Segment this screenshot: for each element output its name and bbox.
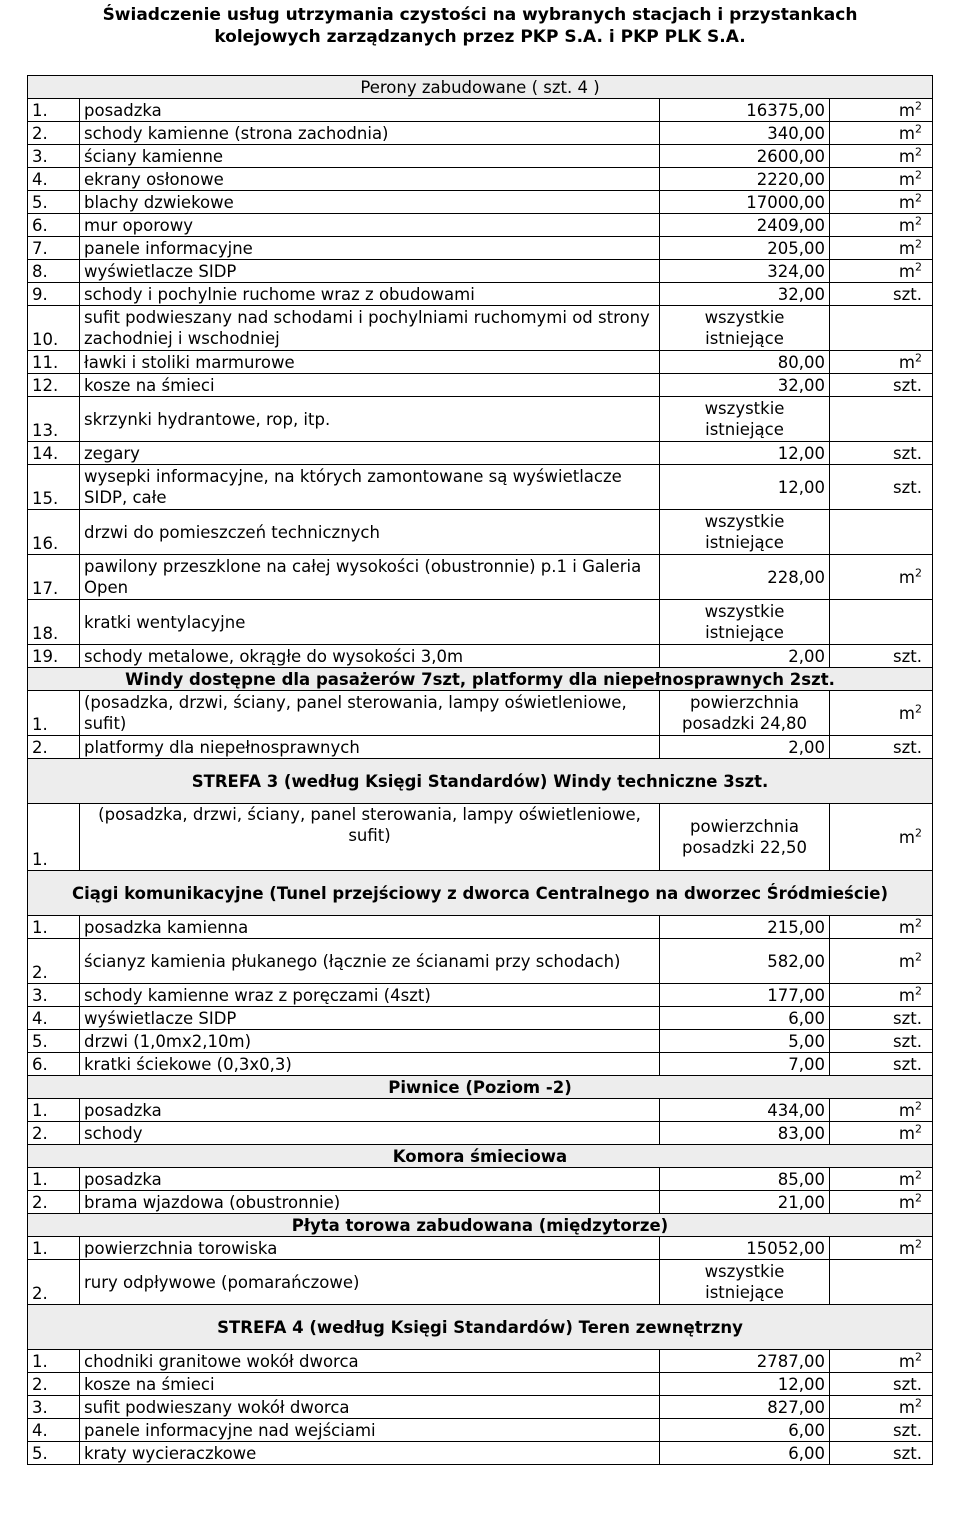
unit-square-superscript: 2 [915, 260, 922, 273]
unit-square-superscript: 2 [915, 950, 922, 963]
unit-square-superscript: 2 [915, 1237, 922, 1250]
row-number: 1. [28, 1350, 80, 1373]
row-description: (posadzka, drzwi, ściany, panel sterowania, lampy oświetleniowe, sufit) [80, 691, 660, 736]
table-row [28, 645, 933, 668]
unit-m: m [898, 703, 915, 723]
table-row [28, 351, 933, 374]
row-quantity: 205,00 [660, 237, 830, 260]
table-row [28, 99, 933, 122]
unit-m: m [898, 1351, 915, 1371]
row-unit [830, 600, 933, 645]
row-number: 15. [28, 465, 80, 510]
table-row [28, 1237, 933, 1260]
table-row [28, 916, 933, 939]
row-unit [830, 122, 933, 145]
row-unit: szt. [830, 374, 933, 397]
section-heading: STREFA 3 (według Księgi Standardów) Windy techniczne 3szt. [28, 759, 933, 804]
unit-square-superscript: 2 [915, 191, 922, 204]
table-row [28, 168, 933, 191]
row-description: wysepki informacyjne, na których zamontowane są wyświetlacze SIDP, całe [80, 465, 660, 510]
table-row [28, 1191, 933, 1214]
unit-square-superscript: 2 [915, 168, 922, 181]
row-quantity: 2600,00 [660, 145, 830, 168]
row-number: 17. [28, 555, 80, 600]
table-row [28, 1099, 933, 1122]
table-row [28, 191, 933, 214]
unit-square-superscript: 2 [915, 1122, 922, 1135]
table-row [28, 1373, 933, 1396]
unit-m: m [898, 192, 915, 212]
unit-square-superscript: 2 [915, 1191, 922, 1204]
row-description: schody [80, 1122, 660, 1145]
row-unit [830, 99, 933, 122]
row-quantity: 80,00 [660, 351, 830, 374]
row-quantity: 2,00 [660, 645, 830, 668]
row-quantity: 177,00 [660, 984, 830, 1007]
row-quantity: 83,00 [660, 1122, 830, 1145]
row-quantity: 15052,00 [660, 1237, 830, 1260]
inventory-table-body [28, 76, 933, 1465]
row-number: 2. [28, 736, 80, 759]
table-row [28, 510, 933, 555]
row-number: 4. [28, 168, 80, 191]
row-number: 2. [28, 1191, 80, 1214]
row-unit: szt. [830, 465, 933, 510]
row-quantity: wszystkie istniejące [660, 397, 830, 442]
row-number: 3. [28, 145, 80, 168]
table-row [28, 984, 933, 1007]
row-number: 12. [28, 374, 80, 397]
row-unit: szt. [830, 1007, 933, 1030]
table-row [28, 442, 933, 465]
unit-m: m [898, 352, 915, 372]
row-description: kraty wycieraczkowe [80, 1442, 660, 1465]
row-description: sufit podwieszany nad schodami i pochylniami ruchomymi od strony zachodniej i wschodniej [80, 306, 660, 351]
unit-square-superscript: 2 [915, 984, 922, 997]
unit-m: m [898, 261, 915, 281]
row-quantity: 434,00 [660, 1099, 830, 1122]
row-unit [830, 555, 933, 600]
unit-m: m [898, 215, 915, 235]
table-row [28, 1168, 933, 1191]
row-unit [830, 510, 933, 555]
row-unit [830, 397, 933, 442]
row-number: 9. [28, 283, 80, 306]
row-number: 18. [28, 600, 80, 645]
unit-square-superscript: 2 [915, 1099, 922, 1112]
row-description: panele informacyjne [80, 237, 660, 260]
row-description: schody kamienne (strona zachodnia) [80, 122, 660, 145]
section-row [28, 668, 933, 691]
unit-square-superscript: 2 [915, 237, 922, 250]
row-number: 1. [28, 1237, 80, 1260]
row-unit: szt. [830, 1030, 933, 1053]
unit-square-superscript: 2 [915, 826, 922, 839]
row-description: posadzka [80, 1099, 660, 1122]
row-quantity: 2409,00 [660, 214, 830, 237]
table-row [28, 1442, 933, 1465]
unit-m: m [898, 238, 915, 258]
row-description: (posadzka, drzwi, ściany, panel sterowania, lampy oświetleniowe, sufit) [80, 804, 660, 871]
row-unit [830, 1191, 933, 1214]
row-description: rury odpływowe (pomarańczowe) [80, 1260, 660, 1305]
row-quantity: 12,00 [660, 465, 830, 510]
row-quantity: powierzchnia posadzki 22,50 [660, 804, 830, 871]
table-row [28, 214, 933, 237]
row-unit [830, 145, 933, 168]
table-row [28, 260, 933, 283]
table-row [28, 465, 933, 510]
row-description: drzwi do pomieszczeń technicznych [80, 510, 660, 555]
row-quantity: wszystkie istniejące [660, 600, 830, 645]
row-quantity: 32,00 [660, 283, 830, 306]
unit-square-superscript: 2 [915, 1168, 922, 1181]
row-description: kratki ściekowe (0,3x0,3) [80, 1053, 660, 1076]
row-description: chodniki granitowe wokół dworca [80, 1350, 660, 1373]
row-unit [830, 1237, 933, 1260]
row-unit: szt. [830, 442, 933, 465]
table-row [28, 804, 933, 871]
row-number: 1. [28, 916, 80, 939]
unit-m: m [898, 1169, 915, 1189]
table-row [28, 145, 933, 168]
row-description: skrzynki hydrantowe, rop, itp. [80, 397, 660, 442]
table-row [28, 1260, 933, 1305]
row-description: panele informacyjne nad wejściami [80, 1419, 660, 1442]
unit-m: m [898, 917, 915, 937]
table-row [28, 1122, 933, 1145]
row-unit: szt. [830, 1373, 933, 1396]
unit-m: m [898, 985, 915, 1005]
row-quantity: wszystkie istniejące [660, 510, 830, 555]
row-number: 1. [28, 691, 80, 736]
row-quantity: 6,00 [660, 1442, 830, 1465]
section-heading: Ciągi komunikacyjne (Tunel przejściowy z dworca Centralnego na dworzec Śródmieście) [28, 871, 933, 916]
section-heading: Płyta torowa zabudowana (międzytorze) [28, 1214, 933, 1237]
row-number: 5. [28, 1442, 80, 1465]
row-quantity: 5,00 [660, 1030, 830, 1053]
table-row [28, 122, 933, 145]
table-row [28, 1419, 933, 1442]
table-row [28, 1396, 933, 1419]
section-row [28, 1305, 933, 1350]
row-unit [830, 237, 933, 260]
row-quantity: 2,00 [660, 736, 830, 759]
row-number: 16. [28, 510, 80, 555]
row-quantity: 12,00 [660, 1373, 830, 1396]
unit-square-superscript: 2 [915, 1350, 922, 1363]
row-number: 4. [28, 1007, 80, 1030]
inventory-table [27, 75, 933, 1465]
section-heading: Windy dostępne dla pasażerów 7szt, platformy dla niepełnosprawnych 2szt. [28, 668, 933, 691]
table-row [28, 1030, 933, 1053]
row-unit [830, 804, 933, 871]
row-description: wyświetlacze SIDP [80, 1007, 660, 1030]
row-unit [830, 691, 933, 736]
unit-m: m [898, 951, 915, 971]
section-heading: Perony zabudowane ( szt. 4 ) [28, 76, 933, 99]
row-description: posadzka [80, 99, 660, 122]
table-row [28, 600, 933, 645]
table-row [28, 1350, 933, 1373]
unit-m: m [898, 100, 915, 120]
row-unit [830, 168, 933, 191]
row-quantity: 324,00 [660, 260, 830, 283]
row-number: 6. [28, 1053, 80, 1076]
row-number: 7. [28, 237, 80, 260]
row-unit [830, 306, 933, 351]
title-line-2: kolejowych zarządzanych przez PKP S.A. i PKP PLK S.A. [214, 27, 746, 47]
row-description: kratki wentylacyjne [80, 600, 660, 645]
row-number: 1. [28, 99, 80, 122]
row-quantity: powierzchnia posadzki 24,80 [660, 691, 830, 736]
section-row [28, 1076, 933, 1099]
row-quantity: 6,00 [660, 1007, 830, 1030]
row-unit [830, 1099, 933, 1122]
row-unit: szt. [830, 1442, 933, 1465]
table-row [28, 306, 933, 351]
row-unit [830, 214, 933, 237]
row-number: 4. [28, 1419, 80, 1442]
row-description: kosze na śmieci [80, 374, 660, 397]
table-row [28, 939, 933, 984]
row-description: mur oporowy [80, 214, 660, 237]
row-quantity: wszystkie istniejące [660, 1260, 830, 1305]
table-row [28, 1007, 933, 1030]
table-row [28, 555, 933, 600]
section-heading: Komora śmieciowa [28, 1145, 933, 1168]
unit-m: m [898, 123, 915, 143]
row-number: 2. [28, 1373, 80, 1396]
row-description: platformy dla niepełnosprawnych [80, 736, 660, 759]
unit-m: m [898, 1100, 915, 1120]
row-quantity: 32,00 [660, 374, 830, 397]
row-number: 14. [28, 442, 80, 465]
table-row [28, 237, 933, 260]
row-number: 2. [28, 939, 80, 984]
row-unit [830, 939, 933, 984]
row-unit: szt. [830, 283, 933, 306]
row-description: schody metalowe, okrągłe do wysokości 3,0m [80, 645, 660, 668]
row-number: 5. [28, 1030, 80, 1053]
table-row [28, 374, 933, 397]
row-number: 3. [28, 1396, 80, 1419]
row-quantity: 12,00 [660, 442, 830, 465]
section-row [28, 1145, 933, 1168]
row-unit [830, 1396, 933, 1419]
row-number: 2. [28, 122, 80, 145]
row-quantity: 21,00 [660, 1191, 830, 1214]
row-number: 10. [28, 306, 80, 351]
section-row [28, 871, 933, 916]
unit-square-superscript: 2 [915, 122, 922, 135]
table-row [28, 397, 933, 442]
title-line-1: Świadczenie usług utrzymania czystości na wybranych stacjach i przystankach [102, 5, 858, 25]
row-description: brama wjazdowa (obustronnie) [80, 1191, 660, 1214]
unit-square-superscript: 2 [915, 916, 922, 929]
row-description: ścianyz kamienia płukanego (łącznie ze ścianami przy schodach) [80, 939, 660, 984]
unit-m: m [898, 567, 915, 587]
row-quantity: 2787,00 [660, 1350, 830, 1373]
row-description: ławki i stoliki marmurowe [80, 351, 660, 374]
unit-m: m [898, 1123, 915, 1143]
unit-m: m [898, 1397, 915, 1417]
row-unit [830, 260, 933, 283]
unit-square-superscript: 2 [915, 351, 922, 364]
row-description: ekrany osłonowe [80, 168, 660, 191]
row-number: 19. [28, 645, 80, 668]
row-unit: szt. [830, 645, 933, 668]
row-quantity: 85,00 [660, 1168, 830, 1191]
row-number: 13. [28, 397, 80, 442]
row-number: 1. [28, 804, 80, 871]
row-number: 2. [28, 1122, 80, 1145]
unit-m: m [898, 1192, 915, 1212]
row-number: 2. [28, 1260, 80, 1305]
unit-square-superscript: 2 [915, 1396, 922, 1409]
row-number: 11. [28, 351, 80, 374]
row-unit [830, 916, 933, 939]
row-number: 1. [28, 1099, 80, 1122]
unit-m: m [898, 146, 915, 166]
section-row [28, 1214, 933, 1237]
section-heading: STREFA 4 (według Księgi Standardów) Teren zewnętrzny [28, 1305, 933, 1350]
row-quantity: 228,00 [660, 555, 830, 600]
row-number: 3. [28, 984, 80, 1007]
row-description: pawilony przeszklone na całej wysokości (obustronnie) p.1 i Galeria Open [80, 555, 660, 600]
unit-m: m [898, 169, 915, 189]
row-unit [830, 1168, 933, 1191]
row-quantity: 6,00 [660, 1419, 830, 1442]
row-quantity: 215,00 [660, 916, 830, 939]
row-unit [830, 191, 933, 214]
row-quantity: 340,00 [660, 122, 830, 145]
row-description: wyświetlacze SIDP [80, 260, 660, 283]
table-row [28, 283, 933, 306]
row-quantity: 17000,00 [660, 191, 830, 214]
section-row [28, 76, 933, 99]
row-number: 5. [28, 191, 80, 214]
table-row [28, 1053, 933, 1076]
table-row [28, 736, 933, 759]
row-quantity: wszystkie istniejące [660, 306, 830, 351]
unit-square-superscript: 2 [915, 145, 922, 158]
unit-m: m [898, 827, 915, 847]
row-unit [830, 351, 933, 374]
table-row [28, 691, 933, 736]
row-number: 1. [28, 1168, 80, 1191]
document-title [0, 4, 960, 48]
section-heading: Piwnice (Poziom -2) [28, 1076, 933, 1099]
row-description: posadzka [80, 1168, 660, 1191]
section-row [28, 759, 933, 804]
unit-square-superscript: 2 [915, 214, 922, 227]
row-unit: szt. [830, 1419, 933, 1442]
row-unit [830, 1260, 933, 1305]
row-description: schody i pochylnie ruchome wraz z obudowami [80, 283, 660, 306]
unit-square-superscript: 2 [915, 99, 922, 112]
row-description: ściany kamienne [80, 145, 660, 168]
row-unit [830, 1122, 933, 1145]
row-quantity: 827,00 [660, 1396, 830, 1419]
unit-square-superscript: 2 [915, 702, 922, 715]
unit-m: m [898, 1238, 915, 1258]
row-unit: szt. [830, 1053, 933, 1076]
row-quantity: 582,00 [660, 939, 830, 984]
row-unit [830, 1350, 933, 1373]
row-description: drzwi (1,0mx2,10m) [80, 1030, 660, 1053]
row-number: 8. [28, 260, 80, 283]
row-description: sufit podwieszany wokół dworca [80, 1396, 660, 1419]
unit-square-superscript: 2 [915, 566, 922, 579]
row-description: posadzka kamienna [80, 916, 660, 939]
row-description: blachy dzwiekowe [80, 191, 660, 214]
row-unit [830, 984, 933, 1007]
row-number: 6. [28, 214, 80, 237]
row-description: schody kamienne wraz z poręczami (4szt) [80, 984, 660, 1007]
row-quantity: 7,00 [660, 1053, 830, 1076]
row-description: zegary [80, 442, 660, 465]
row-description: powierzchnia torowiska [80, 1237, 660, 1260]
row-quantity: 2220,00 [660, 168, 830, 191]
row-description: kosze na śmieci [80, 1373, 660, 1396]
row-unit: szt. [830, 736, 933, 759]
row-quantity: 16375,00 [660, 99, 830, 122]
